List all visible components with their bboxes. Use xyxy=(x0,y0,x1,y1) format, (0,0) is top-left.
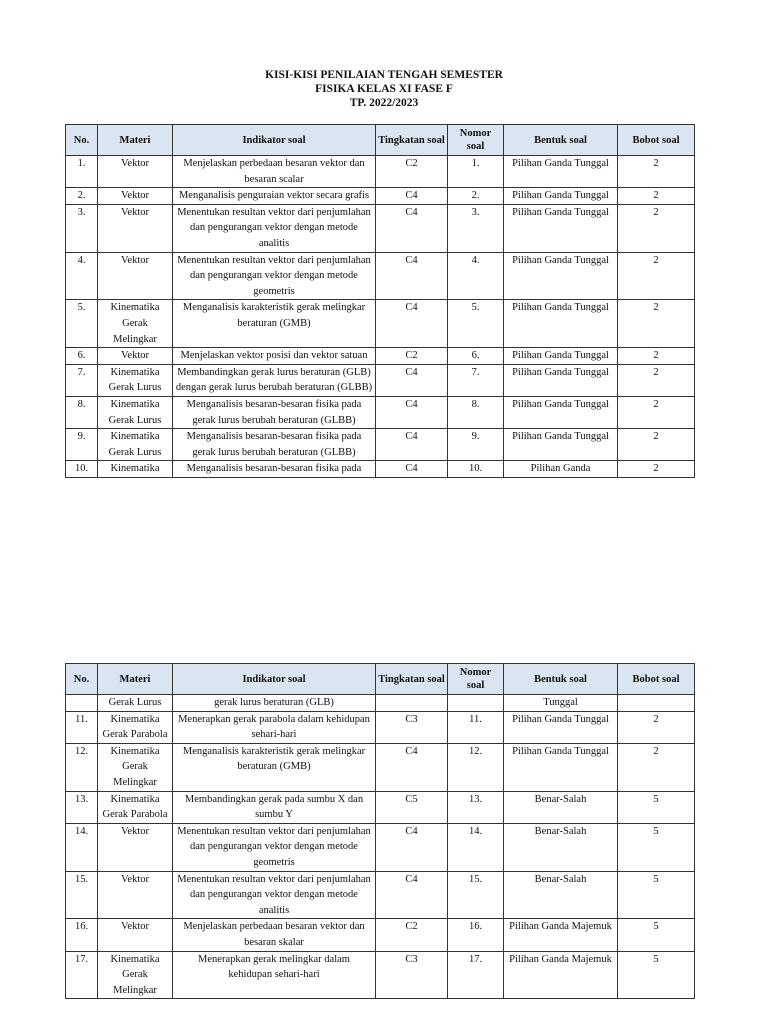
cell-bentuk: Benar-Salah xyxy=(504,823,618,871)
cell-no: 16. xyxy=(66,919,98,951)
cell-indikator: Membandingkan gerak lurus beraturan (GLB) dengan gerak lurus berubah beraturan (GLBB) xyxy=(173,364,376,396)
cell-bentuk: Pilihan Ganda Tunggal xyxy=(504,348,618,365)
cell-tingkatan: C4 xyxy=(376,300,448,348)
cell-materi: Vektor xyxy=(98,252,173,300)
table-row xyxy=(66,364,695,396)
header-tingkatan: Tingkatan soal xyxy=(376,125,448,156)
header-no: No. xyxy=(66,664,98,695)
cell-materi: Vektor xyxy=(98,348,173,365)
table-row xyxy=(66,461,695,478)
cell-tingkatan: C4 xyxy=(376,364,448,396)
cell-bobot: 5 xyxy=(618,823,695,871)
table-body xyxy=(66,156,695,478)
cell-nomor: 12. xyxy=(448,743,504,791)
header-bentuk: Bentuk soal xyxy=(504,125,618,156)
title-line-2: FISIKA KELAS XI FASE F xyxy=(315,83,453,95)
cell-no: 3. xyxy=(66,204,98,252)
cell-no: 8. xyxy=(66,396,98,428)
header-bentuk: Bentuk soal xyxy=(504,664,618,695)
table-row xyxy=(66,348,695,365)
cell-nomor: 8. xyxy=(448,396,504,428)
table-row xyxy=(66,300,695,348)
cell-bobot: 2 xyxy=(618,204,695,252)
cell-no: 5. xyxy=(66,300,98,348)
cell-materi: Kinematika xyxy=(98,461,173,478)
header-nomor: Nomor soal xyxy=(448,125,504,156)
cell-no: 2. xyxy=(66,188,98,205)
cell-nomor: 13. xyxy=(448,791,504,823)
cell-materi: Vektor xyxy=(98,188,173,205)
cell-tingkatan: C4 xyxy=(376,743,448,791)
cell-tingkatan: C2 xyxy=(376,156,448,188)
cell-tingkatan: C4 xyxy=(376,429,448,461)
cell-materi: Vektor xyxy=(98,919,173,951)
cell-tingkatan: C4 xyxy=(376,396,448,428)
cell-bentuk: Benar-Salah xyxy=(504,871,618,919)
cell-bobot: 5 xyxy=(618,871,695,919)
cell-nomor: 1. xyxy=(448,156,504,188)
table-row xyxy=(66,711,695,743)
table-row xyxy=(66,695,695,712)
cell-bobot: 2 xyxy=(618,252,695,300)
header-materi: Materi xyxy=(98,125,173,156)
cell-materi: Kinematika Gerak Parabola xyxy=(98,791,173,823)
cell-bentuk: Pilihan Ganda xyxy=(504,461,618,478)
cell-bentuk: Pilihan Ganda Majemuk xyxy=(504,951,618,999)
header-bobot: Bobot soal xyxy=(618,125,695,156)
cell-indikator: Menentukan resultan vektor dari penjumlahan dan pengurangan vektor dengan metode geometris xyxy=(173,252,376,300)
cell-bentuk: Pilihan Ganda Tunggal xyxy=(504,743,618,791)
cell-indikator: Menganalisis besaran-besaran fisika pada xyxy=(173,461,376,478)
cell-nomor: 7. xyxy=(448,364,504,396)
cell-tingkatan: C4 xyxy=(376,188,448,205)
table-row xyxy=(66,871,695,919)
cell-no: 6. xyxy=(66,348,98,365)
table-body xyxy=(66,695,695,999)
table-header xyxy=(66,125,695,156)
cell-bobot: 2 xyxy=(618,429,695,461)
cell-bentuk: Pilihan Ganda Majemuk xyxy=(504,919,618,951)
cell-indikator: Menganalisis karakteristik gerak melingkar beraturan (GMB) xyxy=(173,743,376,791)
cell-indikator: Menganalisis besaran-besaran fisika pada gerak lurus berubah beraturan (GLBB) xyxy=(173,396,376,428)
cell-bobot: 5 xyxy=(618,919,695,951)
header-tingkatan: Tingkatan soal xyxy=(376,664,448,695)
header-indikator: Indikator soal xyxy=(173,664,376,695)
cell-materi: Vektor xyxy=(98,204,173,252)
cell-tingkatan: C3 xyxy=(376,711,448,743)
cell-bobot: 5 xyxy=(618,791,695,823)
cell-indikator: gerak lurus beraturan (GLB) xyxy=(173,695,376,712)
cell-bobot: 2 xyxy=(618,188,695,205)
cell-tingkatan: C4 xyxy=(376,871,448,919)
cell-no: 15. xyxy=(66,871,98,919)
header-no: No. xyxy=(66,125,98,156)
cell-tingkatan: C5 xyxy=(376,791,448,823)
cell-bentuk: Pilihan Ganda Tunggal xyxy=(504,711,618,743)
table-row xyxy=(66,823,695,871)
header-row xyxy=(66,664,695,695)
cell-nomor: 14. xyxy=(448,823,504,871)
cell-materi: Kinematika Gerak Lurus xyxy=(98,429,173,461)
cell-indikator: Menganalisis karakteristik gerak melingkar beraturan (GMB) xyxy=(173,300,376,348)
cell-indikator: Membandingkan gerak pada sumbu X dan sumbu Y xyxy=(173,791,376,823)
cell-indikator: Menentukan resultan vektor dari penjumlahan dan pengurangan vektor dengan metode geometris xyxy=(173,823,376,871)
cell-bobot: 2 xyxy=(618,364,695,396)
cell-indikator: Menerapkan gerak parabola dalam kehidupan sehari-hari xyxy=(173,711,376,743)
cell-bobot: 2 xyxy=(618,300,695,348)
cell-bentuk: Pilihan Ganda Tunggal xyxy=(504,204,618,252)
cell-no xyxy=(66,695,98,712)
cell-bentuk: Pilihan Ganda Tunggal xyxy=(504,364,618,396)
cell-materi: Gerak Lurus xyxy=(98,695,173,712)
cell-no: 7. xyxy=(66,364,98,396)
cell-no: 11. xyxy=(66,711,98,743)
cell-bobot: 2 xyxy=(618,156,695,188)
cell-materi: Kinematika Gerak Lurus xyxy=(98,364,173,396)
cell-nomor: 15. xyxy=(448,871,504,919)
document-title xyxy=(0,68,768,110)
cell-bentuk: Pilihan Ganda Tunggal xyxy=(504,429,618,461)
cell-bentuk: Pilihan Ganda Tunggal xyxy=(504,188,618,205)
cell-indikator: Menjelaskan perbedaan besaran vektor dan besaran skalar xyxy=(173,919,376,951)
table-row xyxy=(66,743,695,791)
cell-bentuk: Benar-Salah xyxy=(504,791,618,823)
cell-tingkatan: C2 xyxy=(376,348,448,365)
cell-bobot: 2 xyxy=(618,711,695,743)
table-row xyxy=(66,204,695,252)
cell-tingkatan: C2 xyxy=(376,919,448,951)
table-header xyxy=(66,664,695,695)
cell-bobot xyxy=(618,695,695,712)
header-indikator: Indikator soal xyxy=(173,125,376,156)
cell-indikator: Menentukan resultan vektor dari penjumlahan dan pengurangan vektor dengan metode analitis xyxy=(173,204,376,252)
header-row xyxy=(66,125,695,156)
cell-nomor: 6. xyxy=(448,348,504,365)
kisi-table-page-1 xyxy=(65,124,695,478)
cell-indikator: Menjelaskan perbedaan besaran vektor dan besaran scalar xyxy=(173,156,376,188)
table-row xyxy=(66,252,695,300)
kisi-table-page-2 xyxy=(65,663,695,999)
cell-materi: Vektor xyxy=(98,823,173,871)
cell-nomor: 10. xyxy=(448,461,504,478)
cell-bentuk: Pilihan Ganda Tunggal xyxy=(504,156,618,188)
cell-bobot: 2 xyxy=(618,396,695,428)
cell-nomor: 3. xyxy=(448,204,504,252)
table-row xyxy=(66,791,695,823)
cell-bentuk: Pilihan Ganda Tunggal xyxy=(504,396,618,428)
cell-no: 9. xyxy=(66,429,98,461)
cell-nomor: 5. xyxy=(448,300,504,348)
table-row xyxy=(66,188,695,205)
table-row xyxy=(66,156,695,188)
header-nomor: Nomor soal xyxy=(448,664,504,695)
cell-tingkatan xyxy=(376,695,448,712)
cell-materi: Kinematika Gerak Melingkar xyxy=(98,743,173,791)
cell-indikator: Menganalisis penguraian vektor secara grafis xyxy=(173,188,376,205)
cell-materi: Vektor xyxy=(98,156,173,188)
title-line-1: KISI-KISI PENILAIAN TENGAH SEMESTER xyxy=(265,69,503,81)
cell-materi: Kinematika Gerak Melingkar xyxy=(98,951,173,999)
cell-no: 10. xyxy=(66,461,98,478)
cell-indikator: Menentukan resultan vektor dari penjumlahan dan pengurangan vektor dengan metode analitis xyxy=(173,871,376,919)
cell-bentuk: Tunggal xyxy=(504,695,618,712)
cell-nomor: 9. xyxy=(448,429,504,461)
header-materi: Materi xyxy=(98,664,173,695)
cell-nomor: 4. xyxy=(448,252,504,300)
cell-nomor: 11. xyxy=(448,711,504,743)
cell-no: 1. xyxy=(66,156,98,188)
cell-tingkatan: C4 xyxy=(376,252,448,300)
table-row xyxy=(66,396,695,428)
cell-indikator: Menerapkan gerak melingkar dalam kehidupan sehari-hari xyxy=(173,951,376,999)
cell-nomor: 2. xyxy=(448,188,504,205)
cell-tingkatan: C4 xyxy=(376,204,448,252)
header-bobot: Bobot soal xyxy=(618,664,695,695)
cell-bentuk: Pilihan Ganda Tunggal xyxy=(504,252,618,300)
title-line-3: TP. 2022/2023 xyxy=(349,97,419,109)
cell-no: 13. xyxy=(66,791,98,823)
cell-materi: Kinematika Gerak Melingkar xyxy=(98,300,173,348)
cell-nomor: 16. xyxy=(448,919,504,951)
cell-bobot: 5 xyxy=(618,951,695,999)
cell-bobot: 2 xyxy=(618,743,695,791)
cell-no: 17. xyxy=(66,951,98,999)
cell-no: 12. xyxy=(66,743,98,791)
cell-indikator: Menganalisis besaran-besaran fisika pada gerak lurus berubah beraturan (GLBB) xyxy=(173,429,376,461)
cell-no: 14. xyxy=(66,823,98,871)
cell-bobot: 2 xyxy=(618,461,695,478)
cell-indikator: Menjelaskan vektor posisi dan vektor satuan xyxy=(173,348,376,365)
cell-nomor xyxy=(448,695,504,712)
cell-bentuk: Pilihan Ganda Tunggal xyxy=(504,300,618,348)
cell-tingkatan: C4 xyxy=(376,461,448,478)
cell-nomor: 17. xyxy=(448,951,504,999)
cell-tingkatan: C4 xyxy=(376,823,448,871)
cell-tingkatan: C3 xyxy=(376,951,448,999)
table-row xyxy=(66,429,695,461)
cell-materi: Vektor xyxy=(98,871,173,919)
cell-no: 4. xyxy=(66,252,98,300)
cell-materi: Kinematika Gerak Parabola xyxy=(98,711,173,743)
table-row xyxy=(66,951,695,999)
cell-materi: Kinematika Gerak Lurus xyxy=(98,396,173,428)
cell-bobot: 2 xyxy=(618,348,695,365)
table-row xyxy=(66,919,695,951)
